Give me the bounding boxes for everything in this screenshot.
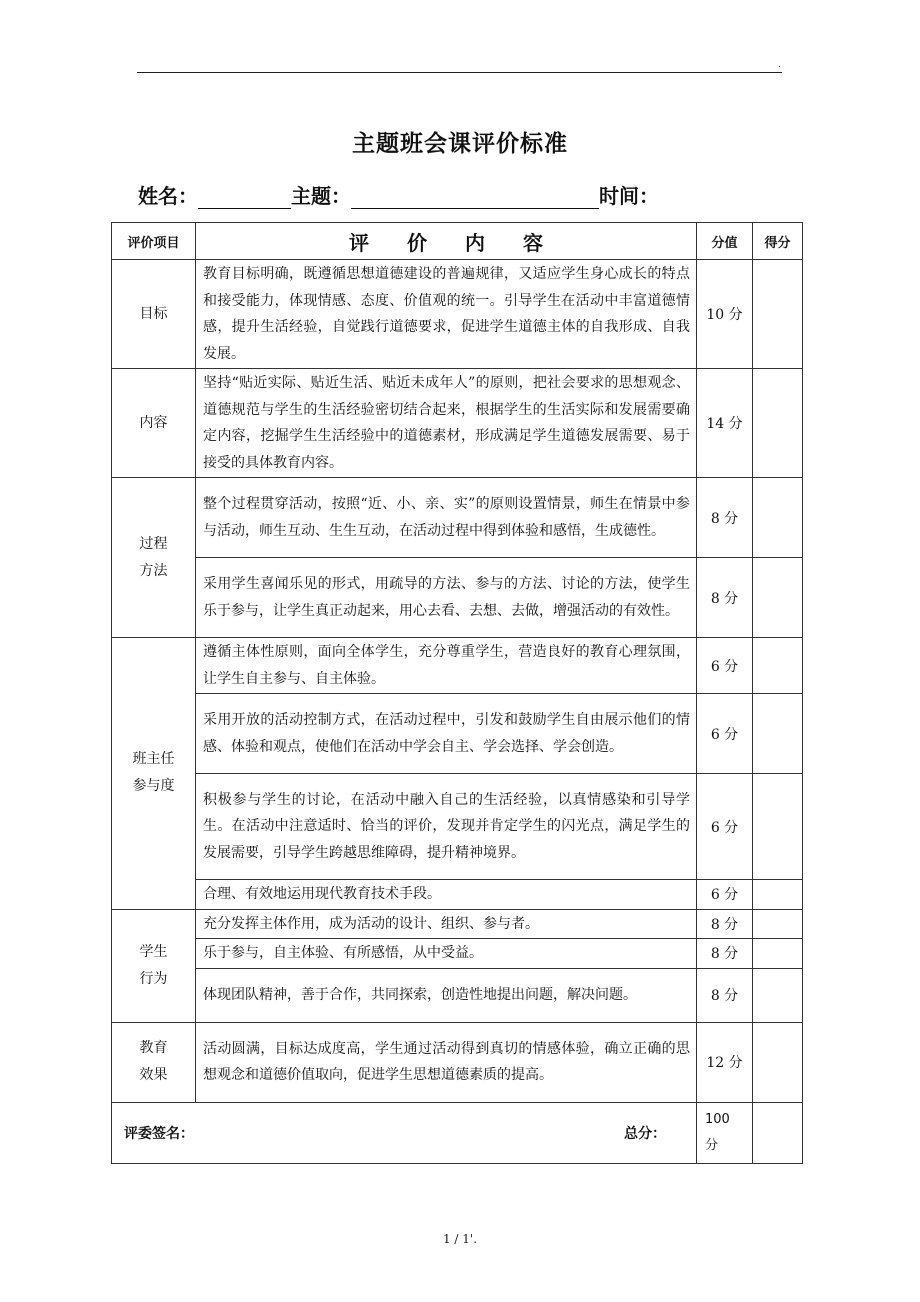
table-row (112, 638, 803, 694)
content-cell: 采用开放的活动控制方式，在活动过程中，引发和鼓励学生自由展示他们的情感、体验和观点，使他们在活动中学会自主、学会选择、学会创造。 (196, 694, 697, 774)
content-cell: 体现团队精神，善于合作，共同探索，创造性地提出问题，解决问题。 (196, 968, 697, 1022)
content-cell: 充分发挥主体作用，成为活动的设计、组织、参与者。 (196, 909, 697, 939)
item-cell (112, 369, 196, 478)
total-number: 100 (705, 1111, 730, 1127)
score-cell: 8 分 (697, 968, 753, 1022)
item-cell (112, 260, 196, 369)
table-row (112, 909, 803, 939)
item-label: 学生 (139, 943, 168, 960)
item-label: 效果 (139, 1067, 168, 1083)
item-label: 方法 (139, 562, 168, 579)
content-cell: 积极参与学生的讨论，在活动中融入自己的生活经验，以真情感染和引导学生。在活动中注意适时、恰当的评价，发现并肯定学生的闪光点，满足学生的发展需要，引导学生跨越思维障碍，提升精神境界。 (196, 774, 697, 880)
evaluation-table (111, 222, 803, 1164)
score-cell: 8 分 (697, 478, 753, 558)
item-label: 行为 (139, 970, 168, 987)
total-value (697, 1102, 753, 1163)
topic-label: 主题： (291, 184, 351, 208)
got-score-cell[interactable] (753, 909, 803, 939)
content-cell: 采用学生喜闻乐见的形式，用疏导的方法、参与的方法、讨论的方法，使学生乐于参与，让学生真正动起来，用心去看、去想、去做，增强活动的有效性。 (196, 558, 697, 638)
score-cell: 6 分 (697, 880, 753, 910)
item-label: 目标 (139, 305, 168, 322)
table-row (112, 369, 803, 478)
table-row (112, 939, 803, 969)
header-content: 评价内容 (196, 223, 697, 260)
time-label: 时间： (599, 184, 659, 208)
page-number: 1 / 1'. (442, 1232, 478, 1246)
table-row (112, 774, 803, 880)
item-label: 过程 (139, 535, 168, 552)
got-score-cell[interactable] (753, 774, 803, 880)
content-cell: 坚持“贴近实际、贴近生活、贴近未成年人”的原则，把社会要求的思想观念、道德规范与学生的生活经验密切结合起来，根据学生的生活实际和发展需要确定内容，挖掘学生生活经验中的道德素材，形成满足学生道德发展需要、易于接受的具体教育内容。 (196, 369, 697, 478)
table-row (112, 260, 803, 369)
content-cell: 合理、有效地运用现代教育技术手段。 (196, 880, 697, 910)
score-cell: 8 分 (697, 909, 753, 939)
got-score-cell[interactable] (753, 1022, 803, 1102)
got-score-cell[interactable] (753, 478, 803, 558)
score-cell: 10 分 (697, 260, 753, 369)
table-header-row (112, 223, 803, 260)
got-score-cell[interactable] (753, 638, 803, 694)
content-cell: 乐于参与，自主体验、有所感悟，从中受益。 (196, 939, 697, 969)
header-item: 评价项目 (112, 223, 196, 260)
got-score-cell[interactable] (753, 968, 803, 1022)
table-row (112, 880, 803, 910)
got-score-cell[interactable] (753, 939, 803, 969)
got-score-cell[interactable] (753, 260, 803, 369)
name-label: 姓名： (138, 184, 198, 208)
got-score-cell[interactable] (753, 369, 803, 478)
total-got-cell[interactable] (753, 1102, 803, 1163)
got-score-cell[interactable] (753, 694, 803, 774)
score-cell: 8 分 (697, 939, 753, 969)
footer-cell (112, 1102, 697, 1163)
item-cell (112, 478, 196, 638)
signature-label: 评委签名： (124, 1125, 194, 1142)
score-cell: 6 分 (697, 694, 753, 774)
score-cell: 6 分 (697, 638, 753, 694)
table-row (112, 1022, 803, 1102)
score-cell: 8 分 (697, 558, 753, 638)
meta-line (138, 180, 659, 212)
name-field[interactable] (198, 182, 291, 209)
item-cell (112, 638, 196, 910)
table-row (112, 694, 803, 774)
table-row (112, 968, 803, 1022)
score-cell: 14 分 (697, 369, 753, 478)
item-cell (112, 909, 196, 1022)
content-cell: 整个过程贯穿活动，按照“近、小、亲、实”的原则设置情景，师生在情景中参与活动，师生互动、生生互动，在活动过程中得到体验和感悟，生成德性。 (196, 478, 697, 558)
item-cell (112, 1022, 196, 1102)
item-label: 班主任 (132, 751, 175, 768)
page-title: 主题班会课评价标准 (352, 131, 568, 157)
header-mark: . (778, 60, 781, 70)
table-footer-row (112, 1102, 803, 1163)
total-label: 总分： (624, 1125, 666, 1142)
table-row (112, 478, 803, 558)
header-rule (137, 72, 782, 73)
item-label: 教育 (139, 1040, 168, 1056)
header-got: 得分 (753, 223, 803, 260)
got-score-cell[interactable] (753, 880, 803, 910)
score-cell: 6 分 (697, 774, 753, 880)
total-unit: 分 (705, 1137, 719, 1153)
got-score-cell[interactable] (753, 558, 803, 638)
content-cell: 教育目标明确，既遵循思想道德建设的普遍规律，又适应学生身心成长的特点和接受能力，体现情感、态度、价值观的统一。引导学生在活动中丰富道德情感，提升生活经验，自觉践行道德要求，促进学生道德主体的自我形成、自我发展。 (196, 260, 697, 369)
header-score: 分值 (697, 223, 753, 260)
table-row (112, 558, 803, 638)
item-label: 参与度 (132, 778, 175, 795)
topic-field[interactable] (351, 182, 599, 209)
content-cell: 活动圆满，目标达成度高，学生通过活动得到真切的情感体验，确立正确的思想观念和道德价值取向，促进学生思想道德素质的提高。 (196, 1022, 697, 1102)
score-cell: 12 分 (697, 1022, 753, 1102)
content-cell: 遵循主体性原则，面向全体学生，充分尊重学生，营造良好的教育心理氛围，让学生自主参与、自主体验。 (196, 638, 697, 694)
item-label: 内容 (139, 414, 168, 431)
footer-labels (112, 1123, 696, 1143)
